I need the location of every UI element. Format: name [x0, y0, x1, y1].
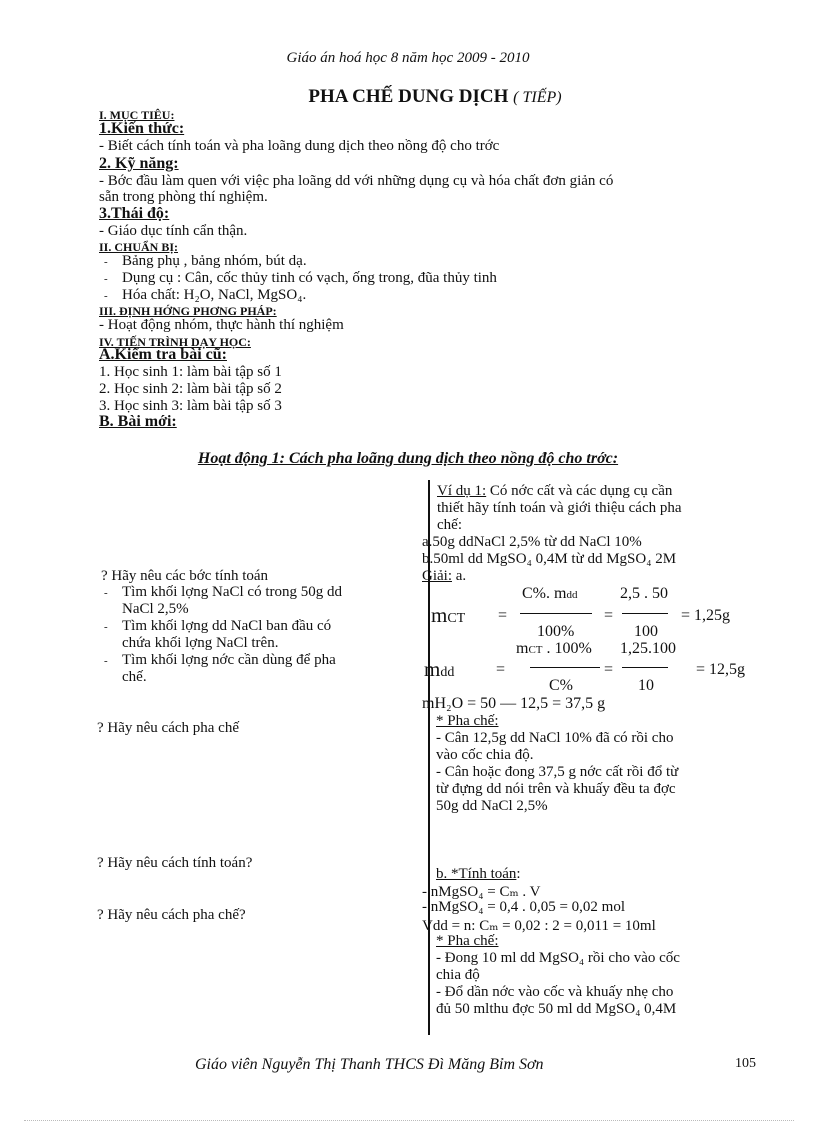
example-part-b: b.50ml dd MgSO₄ 0,4M từ dd MgSO₄ 2M	[422, 551, 677, 567]
part-b-label: b. *Tính toán	[436, 866, 517, 882]
attitude-text: - Giáo dục tính cẩn thận.	[99, 223, 248, 239]
formula-1-denominator-1: 100%	[537, 623, 575, 640]
example-part-a: a.50g ddNaCl 2,5% từ dd NaCl 10%	[422, 534, 642, 550]
prep-item-2: - Dụng cụ : Cân, cốc thủy tinh có vạch, ống trong, đũa thủy tinh	[122, 270, 497, 287]
solution-label: Giải:	[422, 568, 452, 584]
formula-2-numerator-1: mCT . 100%	[516, 640, 592, 657]
page-number: 105	[735, 1056, 756, 1071]
formula-2-lhs: mdd	[424, 657, 455, 681]
page-title: PHA CHẾ DUNG DỊCH ( TIẾP)	[308, 86, 562, 107]
calc-b-line-1: - nMgSO₄ = Cₘ . V	[422, 884, 541, 900]
heading-review: A.Kiểm tra bài cũ:	[99, 346, 227, 363]
formula-2-denominator-2: 10	[638, 677, 654, 694]
formula-2-fraction-line-1	[530, 667, 600, 668]
prep-a-line-3: - Cân hoặc đong 37,5 g nớc cất rồi đổ từ	[436, 764, 679, 780]
heading-new-lesson: B. Bài mới:	[99, 413, 177, 430]
question-calculation: ? Hãy nêu cách tính toán?	[97, 855, 253, 871]
section-objectives: I. MỤC TIÊU:	[99, 108, 175, 122]
step-2-line-2: chứa khối lợng NaCl trên.	[122, 635, 279, 651]
heading-skills: 2. Kỹ năng:	[99, 155, 179, 172]
page-header: Giáo án hoá học 8 năm học 2009 - 2010	[286, 50, 530, 66]
prep-a-line-1: - Cân 12,5g dd NaCl 10% đã có rồi cho	[436, 730, 674, 746]
review-item-3: 3. Học sinh 3: làm bài tập số 3	[99, 398, 282, 414]
prep-b-line-1: - Đong 10 ml dd MgSO₄ rồi cho vào cốc	[436, 950, 680, 966]
knowledge-text: - Biết cách tính toán và pha loãng dung dịch theo nồng độ cho trớc	[99, 138, 500, 154]
footer-dotted-line	[24, 1120, 794, 1121]
example-text: Có nớc cất và các dụng cụ cần	[486, 483, 673, 499]
methods-text: - Hoạt động nhóm, thực hành thí nghiệm	[99, 317, 344, 333]
formula-2-result: = 12,5g	[696, 661, 746, 678]
formula-1-denominator-2: 100	[634, 623, 658, 640]
prep-b-line-3: - Đổ dần nớc vào cốc và khuấy nhẹ cho	[436, 984, 674, 1000]
example-line-1	[437, 483, 672, 500]
activity-title: Hoạt động 1: Cách pha loãng dung dịch theo nồng độ cho trớc:	[197, 450, 619, 467]
formula-2-equals-2: =	[604, 661, 614, 678]
title-suffix: ( TIẾP)	[513, 89, 562, 106]
formula-1-result: = 1,25g	[681, 607, 731, 624]
prep-item-3: - Hóa chất: H₂O, NaCl, MgSO₄.	[122, 287, 306, 304]
water-mass: mH₂O = 50 — 12,5 = 37,5 g	[422, 695, 606, 712]
prep-b-line-4: đủ 50 mlthu đợc 50 ml dd MgSO₄ 0,4M	[436, 1001, 677, 1017]
example-line-2: thiết hãy tính toán và giới thiệu cách pha	[437, 500, 682, 516]
formula-2-denominator-1: C%	[549, 677, 573, 694]
section-preparation: II. CHUẨN BỊ:	[99, 240, 179, 254]
heading-attitude: 3.Thái độ:	[99, 205, 170, 222]
example-line-3: chế:	[437, 517, 462, 533]
step-3-line-2: chế.	[122, 669, 147, 685]
solution-part-a: a.	[452, 568, 467, 584]
preparation-label-b: * Pha chế:	[436, 933, 499, 949]
prep-a-line-2: vào cốc chia độ.	[436, 747, 534, 763]
calc-b-line-3: Vdd = n: Cₘ = 0,02 : 2 = 0,011 = 10ml	[422, 918, 656, 934]
prep-a-line-5: 50g dd NaCl 2,5%	[436, 798, 548, 814]
formula-2-fraction-line-2	[622, 667, 668, 668]
part-b-heading: b. *Tính toán:	[436, 866, 521, 882]
prep-item-1: - Bảng phụ , bảng nhóm, bút dạ.	[122, 253, 307, 270]
review-item-1: 1. Học sinh 1: làm bài tập số 1	[99, 364, 282, 380]
page-footer: Giáo viên Nguyễn Thị Thanh THCS Đì Măng Bỉm Sơn	[195, 1056, 544, 1073]
question-calc-steps: ? Hãy nêu các bớc tính toán	[101, 568, 269, 584]
formula-1-numerator-1: C%. mdd	[522, 585, 578, 602]
formula-1-fraction-line-2	[622, 613, 668, 614]
step-1-line-2: NaCl 2,5%	[122, 601, 189, 617]
section-methods: III. ĐỊNH HỚNG PHƠNG PHÁP:	[99, 304, 277, 318]
solution-line	[422, 568, 466, 585]
heading-knowledge: 1.Kiến thức:	[99, 120, 185, 137]
calc-b-line-2: - nMgSO₄ = 0,4 . 0,05 = 0,02 mol	[422, 899, 625, 915]
formula-2-equals: =	[496, 661, 506, 678]
step-3-line-1: - Tìm khối lợng nớc cần dùng để pha	[122, 652, 336, 669]
question-preparation: ? Hãy nêu cách pha chế	[97, 720, 240, 736]
formula-1-lhs: mCT	[431, 603, 466, 627]
prep-b-line-2: chia độ	[436, 967, 480, 983]
section-procedure: IV. TIẾN TRÌNH DẠY HỌC:	[99, 335, 251, 349]
prep-a-line-4: từ đựng dd nói trên và khuấy đều ta đợc	[436, 781, 676, 797]
skills-text-2: sẵn trong phòng thí nghiệm.	[99, 189, 268, 205]
formula-1-numerator-2: 2,5 . 50	[620, 585, 668, 602]
example-label: Ví dụ 1:	[437, 483, 487, 499]
preparation-label-a: * Pha chế:	[436, 713, 499, 729]
question-preparation-2: ? Hãy nêu cách pha chế?	[97, 907, 246, 923]
step-2-line-1: - Tìm khối lợng dd NaCl ban đầu có	[122, 618, 331, 635]
formula-1-equals-2: =	[604, 607, 614, 624]
formula-1-fraction-line-1	[520, 613, 592, 614]
formula-1-equals: =	[498, 607, 508, 624]
step-1-line-1: - Tìm khối lợng NaCl có trong 50g dd	[122, 584, 342, 601]
formula-2-numerator-2: 1,25.100	[620, 640, 676, 657]
review-item-2: 2. Học sinh 2: làm bài tập số 2	[99, 381, 282, 397]
skills-text-1: - Bớc đầu làm quen với việc pha loãng dd với những dụng cụ và hóa chất đơn giản có	[99, 173, 614, 189]
